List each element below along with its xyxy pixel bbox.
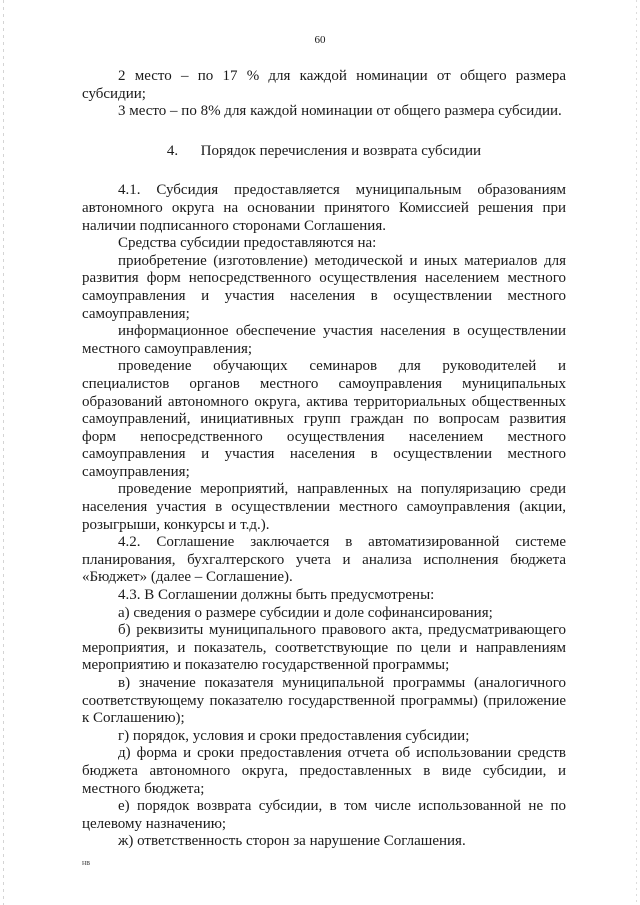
paragraph-seminars: проведение обучающих семинаров для руководителей и специалистов органов местного самоуправления муниципальных образований автономного округа, актива территориальных общественных самоуправлений, инициативных групп граждан по вопросам развития форм непосредственного осуществления населением местного самоуправления и участия населения в осуществлении местного самоуправления; (82, 358, 566, 480)
list-item-v: в) значение показателя муниципальной программы (аналогичного соответствующему показателю государственной программы) (приложение к Соглашению); (82, 675, 566, 727)
list-item-a: а) сведения о размере субсидии и доле софинансирования; (118, 604, 493, 621)
document-body (82, 68, 566, 851)
list-item-g: г) порядок, условия и сроки предоставления субсидии; (118, 727, 470, 744)
paragraph-place-3: 3 место – по 8% для каждой номинации от общего размера субсидии. (118, 103, 562, 120)
list-item-d: д) форма и сроки предоставления отчета об использовании средств бюджета автономного округа, предоставленных в виде субсидии, и местного бюджета; (82, 745, 566, 797)
scan-edge-left (3, 0, 4, 905)
section-heading: 4. Порядок перечисления и возврата субсидии (166, 142, 482, 159)
paragraph-4-2: 4.2. Соглашение заключается в автоматизированной системе планирования, бухгалтерского учета и анализа исполнения бюджета «Бюджет» (далее – Соглашение). (82, 534, 566, 586)
paragraph-4-3: 4.3. В Соглашении должны быть предусмотрены: (118, 587, 435, 604)
page-number: 60 (314, 34, 326, 46)
list-item-e: е) порядок возврата субсидии, в том числе использованной не по целевому назначению; (82, 798, 566, 832)
paragraph-information: информационное обеспечение участия населения в осуществлении местного самоуправления; (82, 323, 566, 357)
paragraph-place-2: 2 место – по 17 % для каждой номинации от общего размера субсидии; (82, 68, 566, 102)
paragraph-events: проведение мероприятий, направленных на популяризацию среди населения участия в осуществлении местного самоуправления (акции, розыгрыши, конкурсы и т.д.). (82, 481, 566, 533)
footer-mark: нв (82, 858, 91, 867)
paragraph-4-1: 4.1. Субсидия предоставляется муниципальным образованиям автономного округа на основании принятого Комиссией решения при наличии подписанного сторонами Соглашения. (82, 182, 566, 234)
paragraph-acquisition: приобретение (изготовление) методической и иных материалов для развития форм непосредственного осуществления населением местного самоуправления и участия населения в осуществлении местного самоуправления; (82, 252, 566, 322)
paragraph-funds-intro: Средства субсидии предоставляются на: (118, 235, 377, 252)
list-item-zh: ж) ответственность сторон за нарушение Соглашения. (118, 833, 466, 850)
list-item-b: б) реквизиты муниципального правового акта, предусматривающего мероприятия, и показатель, соответствующие по цели и направлениям мероприятию и показателю государственной программы; (82, 622, 566, 674)
scan-edge-right (636, 0, 637, 905)
